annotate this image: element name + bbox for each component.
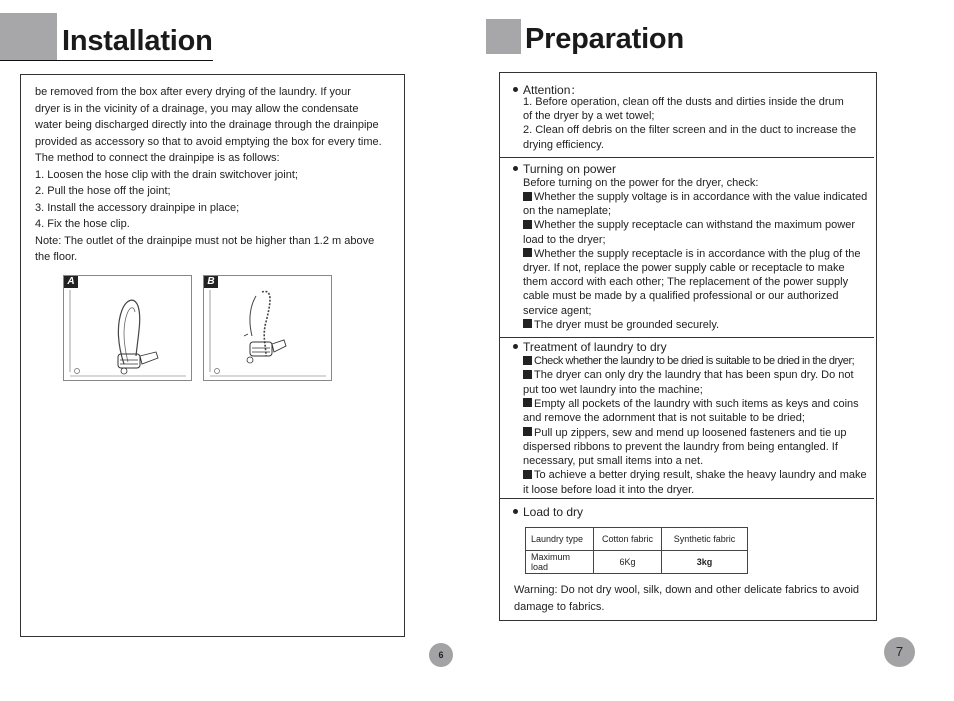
page-number-6: 6: [429, 643, 453, 667]
item-text: on the nameplate;: [523, 205, 612, 218]
heading-text: Attention：: [523, 83, 583, 97]
page-number-7: 7: [884, 637, 915, 667]
table-row: [526, 528, 748, 551]
checklist-continuation: [523, 383, 703, 397]
section-divider: [500, 157, 874, 158]
checklist-continuation: [523, 411, 805, 425]
drain-hose-illustration-a: [64, 276, 193, 382]
text-line: 3. Install the accessory drainpipe in place;: [35, 201, 240, 214]
item-text: dispersed ribbons to prevent the laundry from being entangled. If: [523, 440, 838, 453]
checklist-continuation: [523, 275, 848, 289]
checklist-item: [523, 354, 854, 368]
heading-text: Turning on power: [523, 162, 616, 176]
text-line: water being discharged directly into the drainage through the drainpipe: [35, 119, 379, 131]
item-text: The dryer must be grounded securely.: [534, 318, 720, 331]
table-cell: Synthetic fabric: [662, 528, 748, 551]
title-square-icon: [486, 19, 521, 54]
checklist-item: [523, 190, 867, 204]
text-line: 1. Before operation, clean off the dusts and dirties inside the drum: [523, 96, 844, 108]
item-text: necessary, put small items into a net.: [523, 455, 704, 468]
checklist-continuation: [523, 483, 694, 497]
item-text: The dryer can only dry the laundry that has been spun dry. Do not: [534, 369, 854, 382]
drain-hose-illustration-b: [204, 276, 333, 382]
page-title: Installation: [62, 25, 213, 57]
item-text: Whether the supply voltage is in accordance with the value indicated: [534, 191, 868, 203]
table-cell: 3kg: [662, 551, 748, 574]
checklist-item: [523, 218, 855, 232]
square-bullet-icon: [523, 248, 532, 257]
warning-line: Warning: Do not dry wool, silk, down and other delicate fabrics to avoid: [514, 584, 860, 596]
checklist-item: [523, 318, 719, 332]
checklist-item: [523, 247, 861, 261]
warning-line: damage to fabrics.: [514, 601, 605, 613]
item-text: Empty all pockets of the laundry with such items as keys and coins: [534, 397, 859, 410]
table-cell: Laundry type: [526, 528, 594, 551]
text-line: the floor.: [35, 251, 78, 263]
checklist-continuation: [523, 304, 591, 318]
title-underline: [0, 60, 213, 61]
text-line: provided as accessory so that to avoid emptying the box for every time.: [35, 135, 382, 148]
checklist-continuation: [523, 289, 839, 303]
item-text: service agent;: [523, 304, 592, 317]
page-title: Preparation: [525, 23, 684, 55]
item-text: put too wet laundry into the machine;: [523, 383, 703, 396]
text-line: dryer is in the vicinity of a drainage, you may allow the condensate: [35, 102, 359, 115]
table-cell: Cotton fabric: [594, 528, 662, 551]
item-text: Check whether the laundry to be dried is suitable to be dried in the dryer;: [534, 355, 855, 367]
figure-label-a: A: [64, 276, 78, 288]
item-text: and remove the adornment that is not suitable to be dried;: [523, 412, 805, 425]
item-text: it loose before load it into the dryer.: [523, 483, 695, 496]
checklist-continuation: [523, 440, 838, 454]
square-bullet-icon: [523, 319, 532, 328]
square-bullet-icon: [523, 192, 532, 201]
checklist-item: [523, 426, 846, 440]
square-bullet-icon: [523, 220, 532, 229]
table-row: [526, 551, 748, 574]
checklist-continuation: [523, 454, 703, 468]
figure-a-hose-clip: [63, 275, 192, 381]
section-heading-treatment: [513, 340, 667, 354]
heading-text: Load to dry: [523, 505, 584, 519]
table-cell: 6Kg: [594, 551, 662, 574]
checklist-item: [523, 397, 859, 411]
item-text: To achieve a better drying result, shake the heavy laundry and make: [534, 469, 867, 482]
square-bullet-icon: [523, 398, 532, 407]
item-text: Whether the supply receptacle is in accordance with the plug of the: [534, 247, 861, 260]
square-bullet-icon: [523, 370, 532, 379]
item-text: load to the dryer;: [523, 233, 606, 246]
text-line: Note: The outlet of the drainpipe must not be higher than 1.2 m above: [35, 234, 375, 247]
table-cell: Maximum load: [526, 551, 594, 574]
text-line: The method to connect the drainpipe is as follows:: [35, 152, 280, 164]
text-line: 4. Fix the hose clip.: [35, 218, 130, 230]
checklist-continuation: [523, 261, 845, 275]
text-line: drying efficiency.: [523, 138, 604, 151]
square-bullet-icon: [523, 427, 532, 436]
checklist-item: [523, 468, 867, 482]
text-line: of the dryer by a wet towel;: [523, 110, 655, 123]
bullet-icon: [513, 344, 518, 349]
load-table: [525, 527, 748, 574]
section-divider: [500, 337, 874, 338]
item-text: Pull up zippers, sew and mend up loosened fasteners and tie up: [534, 426, 847, 439]
checklist-continuation: [523, 204, 611, 218]
square-bullet-icon: [523, 356, 532, 365]
section-heading-load: [513, 505, 583, 519]
bullet-icon: [513, 87, 518, 92]
bullet-icon: [513, 166, 518, 171]
figure-b-hose-off: [203, 275, 332, 381]
item-text: them accord with each other; The replacement of the power supply: [523, 276, 849, 289]
title-square-icon: [0, 13, 57, 60]
text-line: 2. Pull the hose off the joint;: [35, 185, 171, 197]
text-line: be removed from the box after every drying of the laundry. If your: [35, 86, 351, 98]
heading-text: Treatment of laundry to dry: [523, 340, 667, 354]
checklist-item: [523, 368, 854, 382]
bullet-icon: [513, 509, 518, 514]
checklist-continuation: [523, 233, 606, 247]
figure-label-b: B: [204, 276, 218, 288]
text-line: 2. Clean off debris on the filter screen and in the duct to increase the: [523, 124, 857, 137]
item-text: dryer. If not, replace the power supply cable or receptacle to make: [523, 262, 845, 274]
section-divider: [500, 498, 874, 499]
text-line: Before turning on the power for the dryer, check:: [523, 177, 759, 189]
item-text: cable must be made by a qualified professional or our authorized: [523, 290, 839, 303]
item-text: Whether the supply receptacle can withstand the maximum power: [534, 219, 855, 232]
text-line: 1. Loosen the hose clip with the drain switchover joint;: [35, 168, 298, 181]
section-heading-power: [513, 162, 616, 176]
square-bullet-icon: [523, 470, 532, 479]
